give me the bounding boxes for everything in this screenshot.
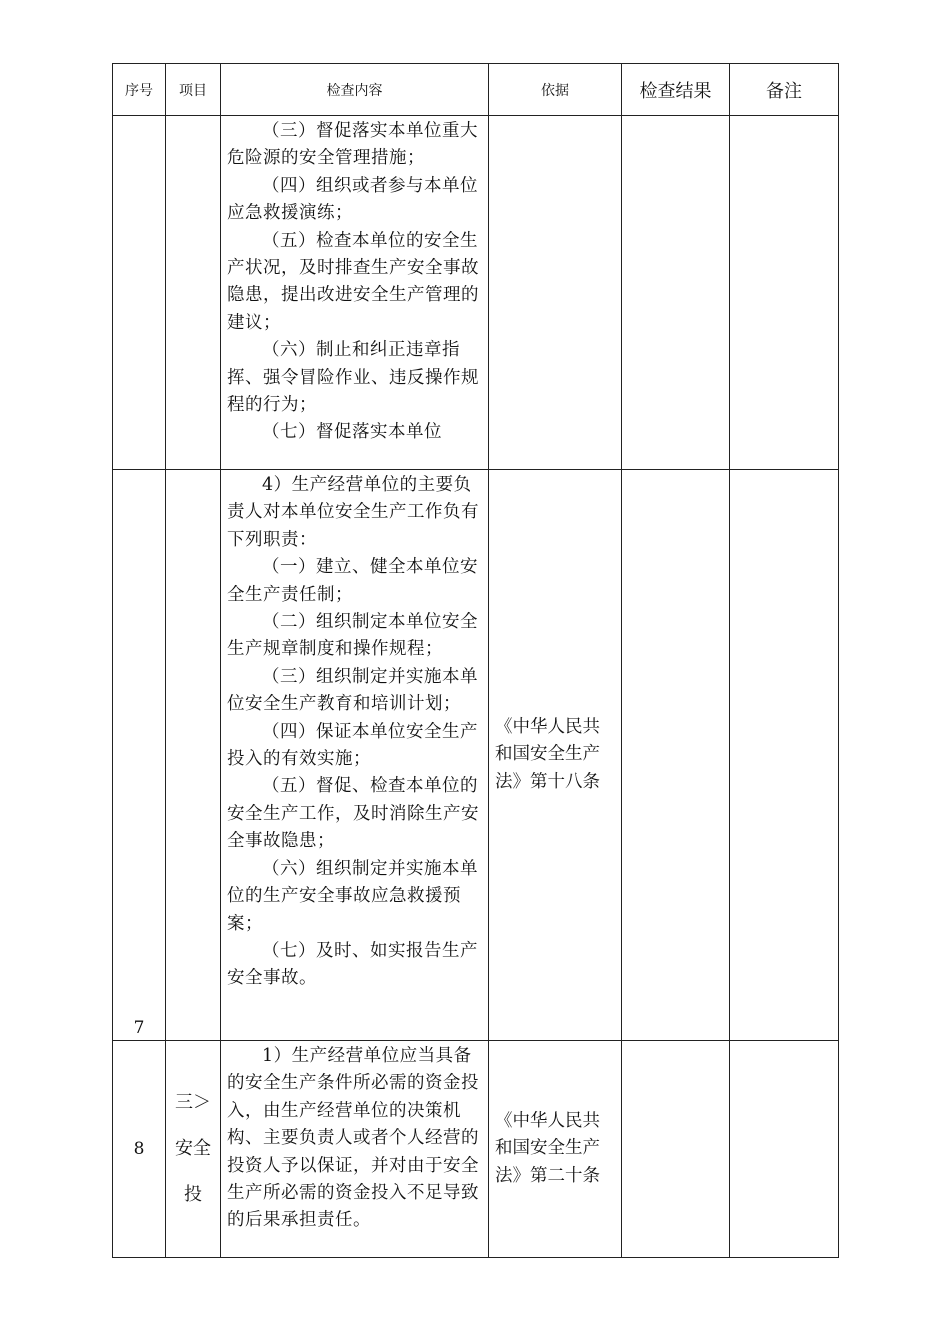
row-content-cell	[221, 1041, 489, 1258]
content-paragraph: （一）建立、健全本单位安全生产责任制；	[227, 557, 478, 605]
item-line: 三＞	[175, 1092, 211, 1113]
row-seq-cell: 7	[113, 470, 166, 1041]
header-item: 项目	[166, 64, 221, 116]
table-row	[113, 1041, 839, 1258]
item-line: 安全	[175, 1138, 211, 1159]
content-paragraph: （三）督促落实本单位重大危险源的安全管理措施；	[227, 121, 478, 169]
header-result: 检查结果	[622, 64, 730, 116]
content-paragraph: （三）组织制定并实施本单位安全生产教育和培训计划；	[227, 666, 478, 715]
row-seq-cell	[113, 116, 166, 470]
row-content-cell	[221, 470, 489, 1041]
content-paragraph: 4）生产经营单位的主要负责人对本单位安全生产工作负有下列职责：	[227, 475, 479, 550]
table-row	[113, 470, 839, 1041]
row-item-cell	[166, 1041, 221, 1258]
content-paragraph: （六）制止和纠正违章指挥、强令冒险作业、违反操作规程的行为；	[227, 340, 479, 416]
row-basis-cell: 《中华人民共和国安全生产法》第十八条	[489, 470, 622, 1041]
item-line: 投	[184, 1184, 202, 1205]
row-remark-cell	[730, 1041, 839, 1258]
header-content: 检查内容	[221, 64, 489, 116]
row-result-cell	[622, 470, 730, 1041]
row-item-cell	[166, 116, 221, 470]
row-content-cell	[221, 116, 489, 470]
row-seq-cell: 8	[113, 1041, 166, 1258]
row-result-cell	[622, 116, 730, 470]
content-paragraph: （二）组织制定本单位安全生产规章制度和操作规程；	[227, 612, 478, 660]
content-paragraph: （四）保证本单位安全生产投入的有效实施；	[227, 721, 478, 770]
row-result-cell	[622, 1041, 730, 1258]
content-paragraph: （五）检查本单位的安全生产状况，及时排查生产安全事故隐患，提出改进安全生产管理的建议；	[227, 230, 479, 333]
header-remark: 备注	[730, 64, 839, 116]
content-paragraph: 1）生产经营单位应当具备的安全生产条件所必需的资金投入，由生产经营单位的决策机构、主要负责人或者个人经营的投资人予以保证，并对由于安全生产所必需的资金投入不足导致的后果承担责任。	[227, 1046, 479, 1231]
header-seq: 序号	[113, 64, 166, 116]
header-basis: 依据	[489, 64, 622, 116]
content-paragraph: （五）督促、检查本单位的安全生产工作，及时消除生产安全事故隐患；	[227, 776, 479, 852]
table-row	[113, 116, 839, 470]
content-paragraph: （六）组织制定并实施本单位的生产安全事故应急救援预案；	[227, 858, 478, 934]
row-basis-cell: 《中华人民共和国安全生产法》第二十条	[489, 1041, 622, 1258]
row-remark-cell	[730, 116, 839, 470]
header-row	[113, 64, 839, 116]
content-paragraph: （七）及时、如实报告生产安全事故。	[227, 940, 478, 989]
row-basis-cell	[489, 116, 622, 470]
content-paragraph: （四）组织或者参与本单位应急救援演练；	[227, 175, 478, 224]
row-remark-cell	[730, 470, 839, 1041]
content-paragraph: （七）督促落实本单位	[262, 422, 442, 443]
inspection-checklist-table	[112, 63, 839, 1258]
row-item-cell	[166, 470, 221, 1041]
